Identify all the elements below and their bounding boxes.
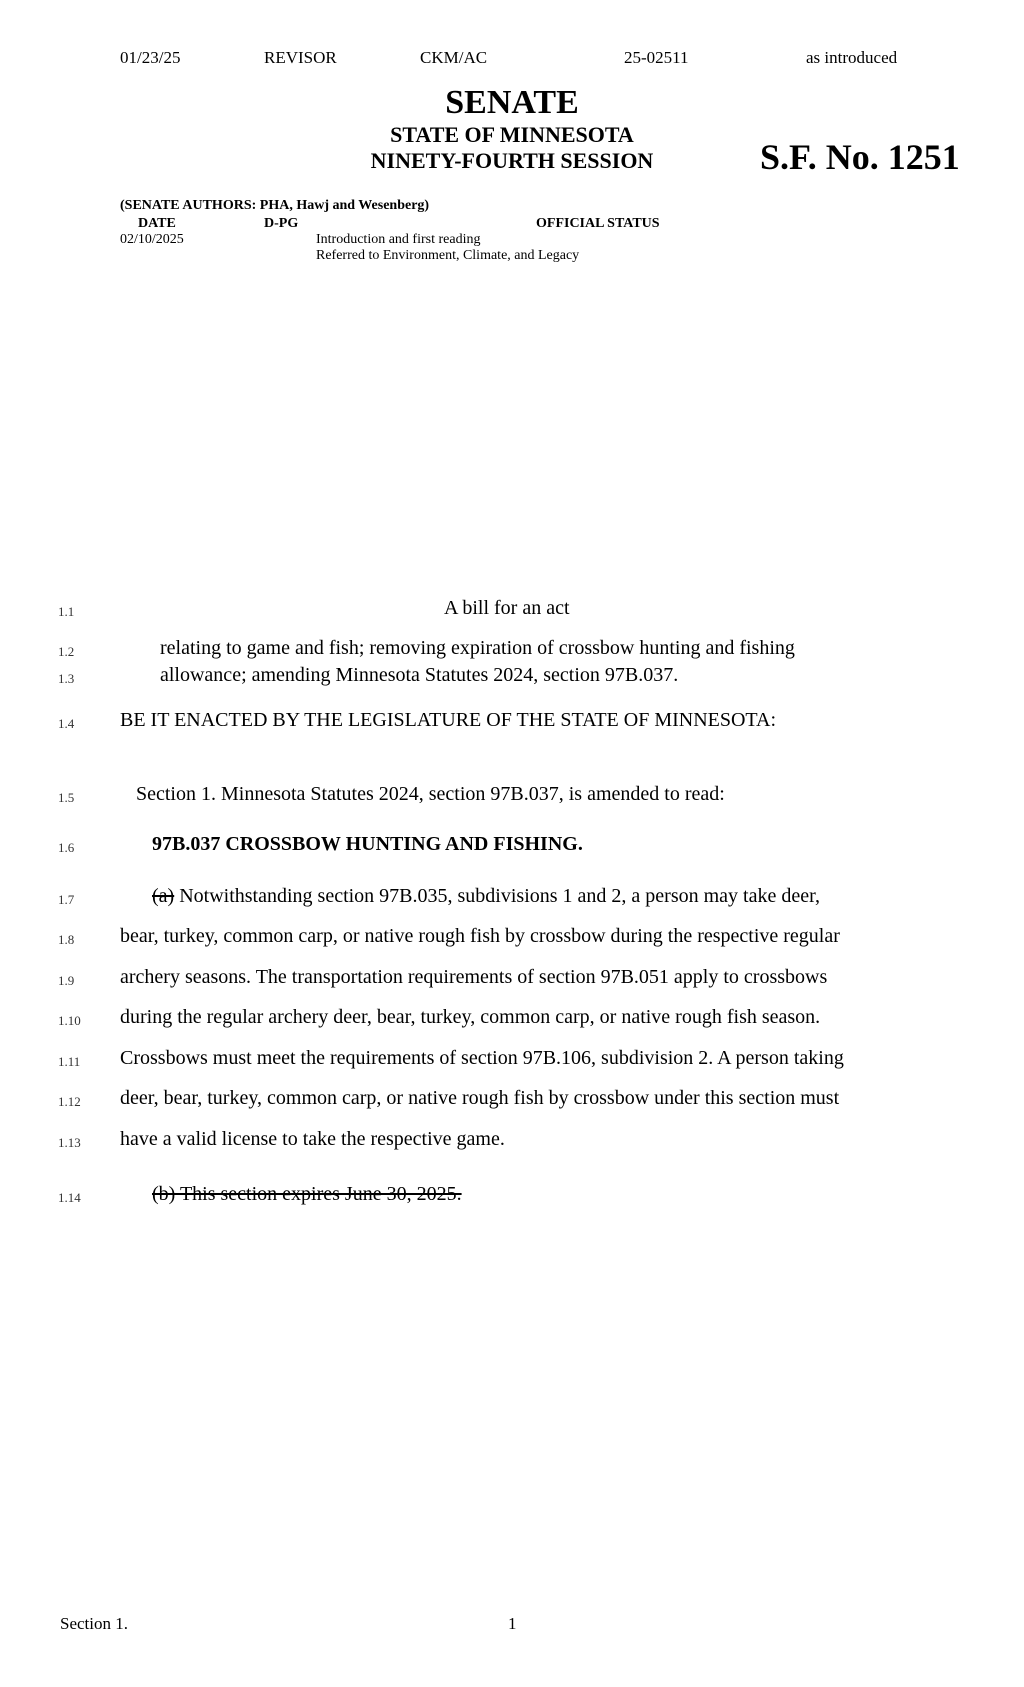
line-number: 1.6: [58, 840, 75, 855]
status-col-date: DATE: [138, 216, 176, 231]
bill-line: bear, turkey, common carp, or native rough fish by crossbow during the respective regular: [120, 925, 840, 947]
state-title: STATE OF MINNESOTA: [390, 122, 634, 147]
struck-text: (a): [152, 885, 175, 907]
session-title: NINETY-FOURTH SESSION: [370, 148, 654, 173]
section-heading: Section 1. Minnesota Statutes 2024, section 97B.037, is amended to read:: [136, 783, 725, 805]
bill-line: archery seasons. The transportation requirements of section 97B.051 apply to crossbows: [120, 966, 828, 988]
line-number: 1.10: [58, 1013, 81, 1028]
status-row-date: 02/10/2025: [120, 232, 184, 247]
bill-line: Crossbows must meet the requirements of section 97B.106, subdivision 2. A person taking: [120, 1047, 844, 1069]
status-row-action-1: Introduction and first reading: [316, 232, 481, 247]
line-number: 1.14: [58, 1190, 81, 1205]
struck-line: (b) This section expires June 30, 2025.: [152, 1183, 462, 1205]
page-number: 1: [508, 1614, 517, 1633]
bill-line: allowance; amending Minnesota Statutes 2024, section 97B.037.: [160, 664, 679, 686]
line-number: 1.13: [58, 1135, 81, 1150]
line-number: 1.11: [58, 1054, 81, 1069]
chamber-title: SENATE: [445, 84, 579, 121]
bill-line-text: Notwithstanding section 97B.035, subdivisions 1 and 2, a person may take deer,: [174, 885, 820, 907]
header-revisor: REVISOR: [264, 48, 337, 67]
line-number: 1.3: [58, 671, 75, 686]
line-number: 1.9: [58, 973, 75, 988]
bill-line: A bill for an act: [444, 597, 570, 619]
line-number: 1.7: [58, 892, 75, 907]
enacting-clause: BE IT ENACTED BY THE LEGISLATURE OF THE STATE OF MINNESOTA:: [120, 709, 777, 731]
status-col-official: OFFICIAL STATUS: [536, 216, 660, 231]
bill-line: relating to game and fish; removing expiration of crossbow hunting and fishing: [160, 637, 795, 659]
bill-number: S.F. No. 1251: [760, 137, 960, 177]
line-number: 1.12: [58, 1094, 81, 1109]
bill-line: [152, 885, 820, 908]
header-doc-number: 25-02511: [624, 48, 689, 67]
header-date: 01/23/25: [120, 48, 181, 67]
line-number: 1.5: [58, 790, 75, 805]
bill-line: have a valid license to take the respective game.: [120, 1128, 505, 1150]
bill-line: during the regular archery deer, bear, turkey, common carp, or native rough fish season.: [120, 1006, 821, 1028]
line-number: 1.1: [58, 604, 75, 619]
statute-heading: 97B.037 CROSSBOW HUNTING AND FISHING.: [152, 833, 583, 855]
line-number: 1.2: [58, 644, 75, 659]
line-number: 1.8: [58, 932, 75, 947]
header-drafter: CKM/AC: [420, 48, 488, 67]
bill-line: deer, bear, turkey, common carp, or native rough fish by crossbow under this section must: [120, 1087, 840, 1109]
senate-authors: (SENATE AUTHORS: PHA, Hawj and Wesenberg): [120, 198, 430, 213]
line-number: 1.4: [58, 716, 75, 731]
footer-section: Section 1.: [60, 1614, 128, 1633]
status-col-dpg: D-PG: [264, 216, 299, 231]
header-status: as introduced: [806, 48, 898, 67]
status-row-action-2: Referred to Environment, Climate, and Legacy: [316, 248, 580, 263]
